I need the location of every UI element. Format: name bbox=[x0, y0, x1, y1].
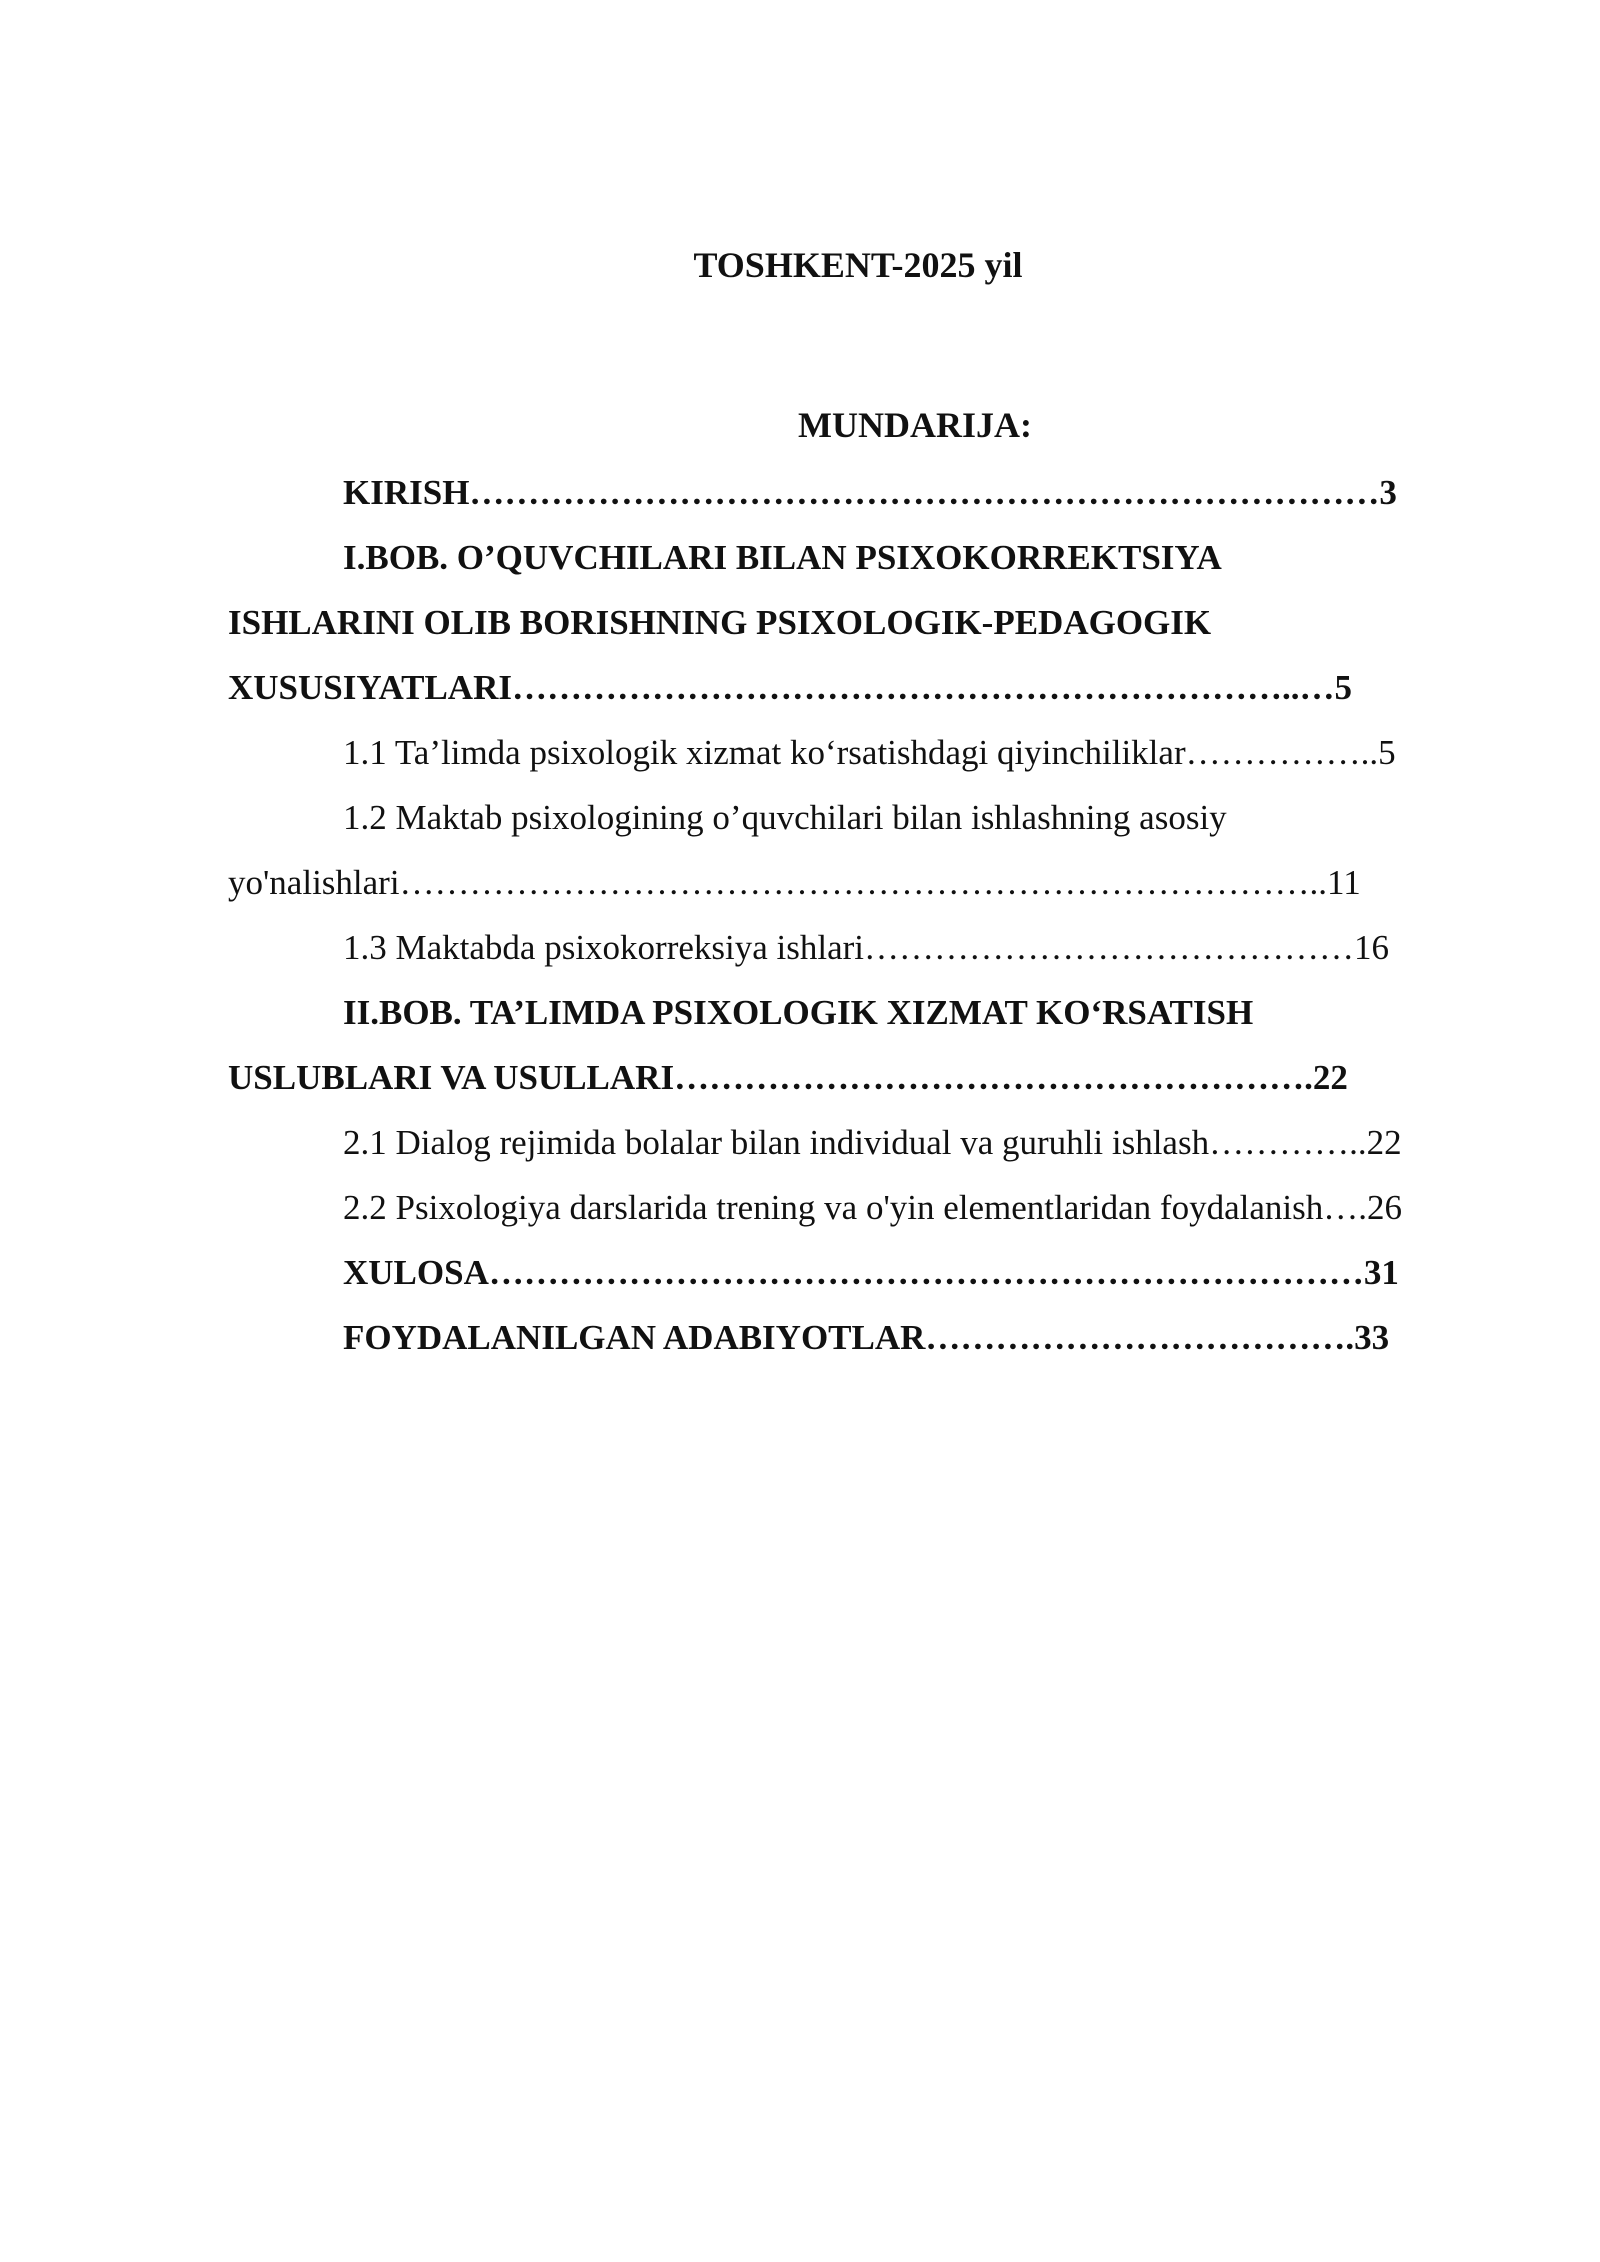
toc-entry-1-2-line-2: yo'nalishlari……………………………………………………………………..11 bbox=[228, 863, 1361, 902]
toc-title: MUNDARIJA: bbox=[798, 405, 1032, 445]
toc-entry-xulosa: XULOSA…………………………………………………………………31 bbox=[343, 1253, 1399, 1292]
toc-entry-2-2: 2.2 Psixologiya darslarida trening va o'yin elementlaridan foydalanish….26 bbox=[343, 1188, 1402, 1227]
toc-entry-1-1: 1.1 Ta’limda psixologik xizmat ko‘rsatishdagi qiyinchiliklar……………..5 bbox=[343, 733, 1396, 772]
toc-entry-chapter-1-line-3: XUSUSIYATLARI…………………………………………………………..…5 bbox=[228, 668, 1352, 707]
table-of-contents bbox=[228, 460, 1486, 1370]
toc-entry-1-3: 1.3 Maktabda psixokorreksiya ishlari……………………………………16 bbox=[343, 928, 1390, 967]
toc-entry-1-2-line-1: 1.2 Maktab psixologining o’quvchilari bilan ishlashning asosiy bbox=[343, 798, 1227, 837]
city-year-heading: TOSHKENT-2025 yil bbox=[693, 245, 1023, 285]
toc-entry-chapter-1-line-2: ISHLARINI OLIB BORISHNING PSIXOLOGIK-PEDAGOGIK bbox=[228, 603, 1212, 642]
toc-entry-chapter-2-line-2: USLUBLARI VA USULLARI……………………………………………….22 bbox=[228, 1058, 1348, 1097]
toc-entry-chapter-2-line-1: II.BOB. TA’LIMDA PSIXOLOGIK XIZMAT KO‘RSATISH bbox=[343, 993, 1254, 1032]
toc-entry-adabiyotlar: FOYDALANILGAN ADABIYOTLAR……………………………….33 bbox=[343, 1318, 1390, 1357]
toc-entry-kirish: KIRISH……………………………………………………………………3 bbox=[343, 473, 1397, 512]
toc-entry-chapter-1-line-1: I.BOB. O’QUVCHILARI BILAN PSIXOKORREKTSIYA bbox=[343, 538, 1222, 577]
toc-entry-2-1: 2.1 Dialog rejimida bolalar bilan individual va guruhli ishlash…………..22 bbox=[343, 1123, 1402, 1162]
